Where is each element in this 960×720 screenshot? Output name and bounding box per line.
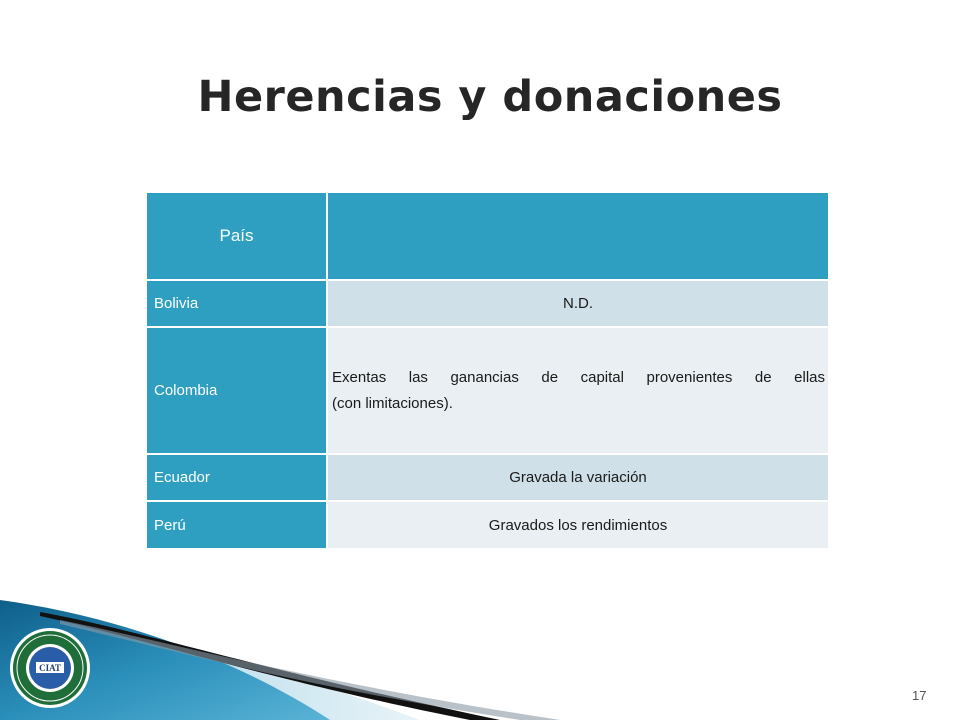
- table-row: [147, 454, 828, 501]
- table-row: [147, 501, 828, 548]
- value-cell: Gravada la variación: [327, 454, 828, 501]
- country-cell: Bolivia: [147, 280, 327, 327]
- footer-decoration: [0, 560, 960, 720]
- table-header-row: [147, 193, 828, 280]
- slide-title: Herencias y donaciones: [197, 72, 783, 122]
- logo-text: CIAT: [39, 663, 61, 673]
- country-cell: Perú: [147, 501, 327, 548]
- value-cell: Gravados los rendimientos: [327, 501, 828, 548]
- country-cell: Ecuador: [147, 454, 327, 501]
- header-country: País: [147, 193, 327, 280]
- tax-table: [147, 193, 828, 548]
- logo-seal: [10, 628, 90, 708]
- table-row: [147, 280, 828, 327]
- value-line-2: (con limitaciones).: [332, 394, 453, 412]
- table-row: [147, 327, 828, 454]
- value-cell: N.D.: [327, 280, 828, 327]
- header-empty: [327, 193, 828, 280]
- country-cell: Colombia: [147, 327, 327, 454]
- value-cell: [327, 327, 828, 454]
- page-number: 17: [912, 688, 927, 703]
- value-line-1: Exentas las ganancias de capital provenientes de ellas: [332, 368, 825, 386]
